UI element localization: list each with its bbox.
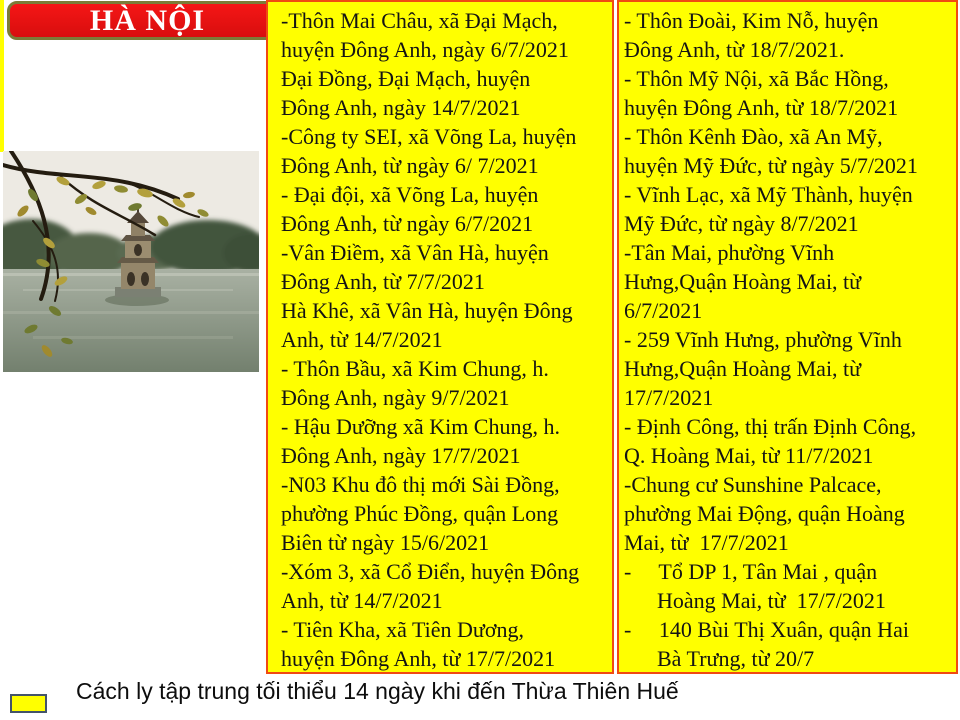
address-line: - Tiên Kha, xã Tiên Dương, [281, 617, 524, 642]
address-line: phường Mai Động, quận Hoàng [624, 501, 905, 526]
address-line: Mỹ Đức, từ ngày 8/7/2021 [624, 211, 859, 236]
address-line: -Vân Điềm, xã Vân Hà, huyện [281, 240, 549, 265]
footer-bar [0, 674, 960, 720]
address-line: - Hậu Dưỡng xã Kim Chung, h. [281, 414, 560, 439]
hoan-kiem-lake-photo [3, 151, 259, 372]
address-line: Hoàng Mai, từ 17/7/2021 [624, 588, 886, 613]
address-line: - Tổ DP 1, Tân Mai , quận [624, 559, 878, 584]
address-line: - 259 Vĩnh Hưng, phường Vĩnh [624, 327, 902, 352]
address-list-right [617, 0, 958, 674]
address-line: - Thôn Mỹ Nội, xã Bắc Hồng, [624, 66, 889, 91]
address-line: Đông Anh, từ ngày 6/7/2021 [281, 211, 534, 236]
address-line: Đại Đồng, Đại Mạch, huyện [281, 66, 531, 91]
address-line: -Thôn Mai Châu, xã Đại Mạch, [281, 8, 558, 33]
address-line: Hưng,Quận Hoàng Mai, từ [624, 356, 862, 381]
address-line: phường Phúc Đồng, quận Long [281, 501, 559, 526]
address-line: - Thôn Đoài, Kim Nỗ, huyện [624, 8, 879, 33]
address-line: Đông Anh, ngày 9/7/2021 [281, 385, 510, 410]
address-line: huyện Đông Anh, từ 17/7/2021 [281, 646, 556, 671]
address-line: - Định Công, thị trấn Định Công, [624, 414, 917, 439]
address-line: huyện Mỹ Đức, từ ngày 5/7/2021 [624, 153, 918, 178]
page-title: HÀ NỘI [89, 3, 206, 37]
address-line: Anh, từ 14/7/2021 [281, 588, 443, 613]
address-line: -Xóm 3, xã Cổ Điển, huyện Đông [281, 559, 580, 584]
quarantine-legend-swatch [10, 694, 47, 713]
address-line: -N03 Khu đô thị mới Sài Đồng, [281, 472, 560, 497]
address-line: huyện Đông Anh, ngày 6/7/2021 [281, 37, 569, 62]
address-line: -Tân Mai, phường Vĩnh [624, 240, 835, 265]
address-line: Anh, từ 14/7/2021 [281, 327, 443, 352]
address-line: - Vĩnh Lạc, xã Mỹ Thành, huyện [624, 182, 913, 207]
address-line: - Đại đội, xã Võng La, huyện [281, 182, 539, 207]
address-line: Đông Anh, ngày 14/7/2021 [281, 95, 521, 120]
address-line: Đông Anh, ngày 17/7/2021 [281, 443, 521, 468]
address-line: - 140 Bùi Thị Xuân, quận Hai [624, 617, 909, 642]
address-line: huyện Đông Anh, từ 18/7/2021 [624, 95, 899, 120]
address-line: 6/7/2021 [624, 298, 703, 323]
address-line: -Công ty SEI, xã Võng La, huyện [281, 124, 577, 149]
address-line: - Thôn Kênh Đào, xã An Mỹ, [624, 124, 883, 149]
address-line: -Chung cư Sunshine Palcace, [624, 472, 882, 497]
address-line: Hà Khê, xã Vân Hà, huyện Đông [281, 298, 573, 323]
address-list-left [266, 0, 614, 674]
address-line: Q. Hoàng Mai, từ 11/7/2021 [624, 443, 874, 468]
address-line: Đông Anh, từ ngày 6/ 7/2021 [281, 153, 539, 178]
address-line: Mai, từ 17/7/2021 [624, 530, 789, 555]
quarantine-note: Cách ly tập trung tối thiểu 14 ngày khi đến Thừa Thiên Huế [76, 678, 679, 704]
address-line: 17/7/2021 [624, 385, 714, 410]
address-line: Đông Anh, từ 18/7/2021. [624, 37, 845, 62]
address-line: Bà Trưng, từ 20/7 [624, 646, 815, 671]
title-banner [7, 1, 288, 40]
address-line: Hưng,Quận Hoàng Mai, từ [624, 269, 862, 294]
address-line: - Thôn Bầu, xã Kim Chung, h. [281, 356, 549, 381]
address-line: Đông Anh, từ 7/7/2021 [281, 269, 485, 294]
slide-left-border [0, 0, 4, 152]
address-line: Biên từ ngày 15/6/2021 [281, 530, 490, 555]
